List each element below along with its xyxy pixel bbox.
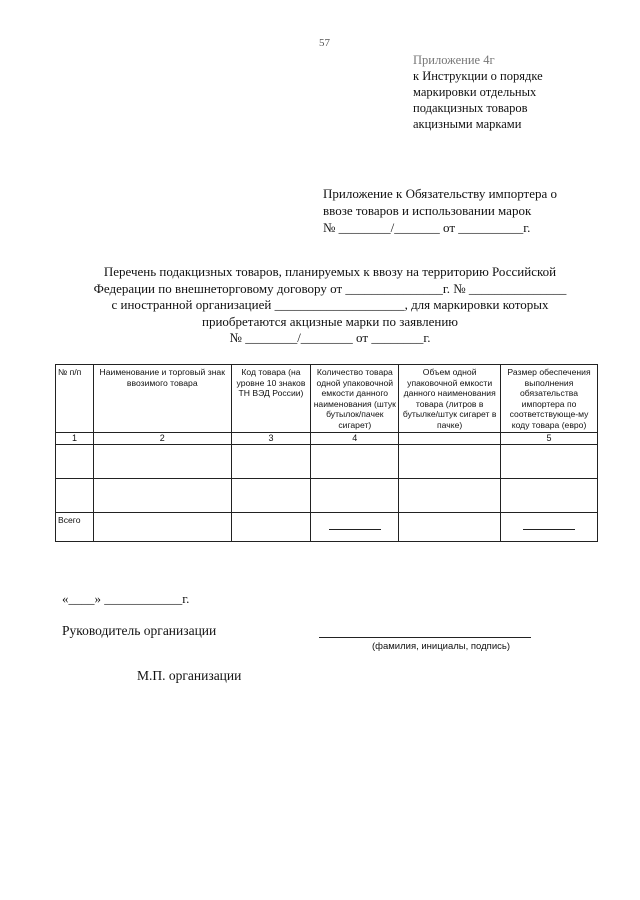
total-label: Всего [56,513,94,542]
table-cell [501,479,598,513]
blank-line [329,529,381,530]
column-number: 3 [231,433,311,445]
column-number [399,433,501,445]
obligation-line: № ________/_______ от __________г. [323,220,531,235]
total-amount-cell [501,513,598,542]
column-number: 1 [56,433,94,445]
table-cell [311,445,399,479]
table-cell [311,479,399,513]
obligation-header [323,185,557,236]
table-cell [93,513,231,542]
appendix-line: маркировки отдельных [413,85,537,99]
table-cell [231,445,311,479]
blank-line [523,529,575,530]
obligation-line: ввозе товаров и использовании марок [323,203,532,218]
appendix-line: подакцизных товаров [413,101,528,115]
stamp-label: М.П. организации [137,668,242,683]
column-number: 5 [501,433,598,445]
head-of-organization-label: Руководитель организации [62,623,217,638]
appendix-header [413,52,543,132]
appendix-line: к Инструкции о порядке [413,69,543,83]
page-number: 57 [319,37,330,49]
title-line: с иностранной организацией ____________________, для маркировки которых [111,297,549,312]
total-row [56,513,598,542]
signature-line [319,637,531,638]
table-row [56,445,598,479]
goods-table [55,364,598,542]
table-cell [399,513,501,542]
column-header: Код товара (на уровне 10 знаков ТН ВЭД России) [231,365,311,433]
title-line: № ________/________ от ________г. [229,330,431,345]
signature-caption: (фамилия, инициалы, подпись) [372,641,510,652]
appendix-line: акцизными марками [413,117,522,131]
column-header: Количество товара одной упаковочной емкости данного наименования (штук бутылок/пачек сигарет) [311,365,399,433]
table-cell [231,479,311,513]
column-header: Объем одной упаковочной емкости данного наименования товара (литров в бутылке/штук сигарет в пачке) [399,365,501,433]
table-cell [399,445,501,479]
date-line: «____» ____________г. [62,591,190,606]
column-header: Размер обеспечения выполнения обязательства импортера по соответствующе-му коду товара (евро) [501,365,598,433]
obligation-line: Приложение к Обязательству импортера о [323,186,558,201]
title-line: приобретаются акцизные марки по заявлению [201,313,458,329]
total-quantity-cell [311,513,399,542]
table-header-row [56,365,598,433]
column-header: № п/п [56,365,94,433]
column-number: 2 [93,433,231,445]
table-cell [56,479,94,513]
table-cell [93,445,231,479]
title-line: Федерации по внешнеторговому договору от _______________г. № _______________ [93,280,567,296]
table-cell [501,445,598,479]
column-number: 4 [311,433,399,445]
column-header: Наименование и торговый знак ввозимого товара [93,365,231,433]
table-cell [231,513,311,542]
table-cell [399,479,501,513]
document-title [60,264,600,347]
title-line: Перечень подакцизных товаров, планируемых к ввозу на территорию Российской [103,264,557,279]
table-cell [93,479,231,513]
appendix-line: Приложение 4г [413,53,495,67]
table-cell [56,445,94,479]
table-row [56,479,598,513]
column-number-row [56,433,598,445]
